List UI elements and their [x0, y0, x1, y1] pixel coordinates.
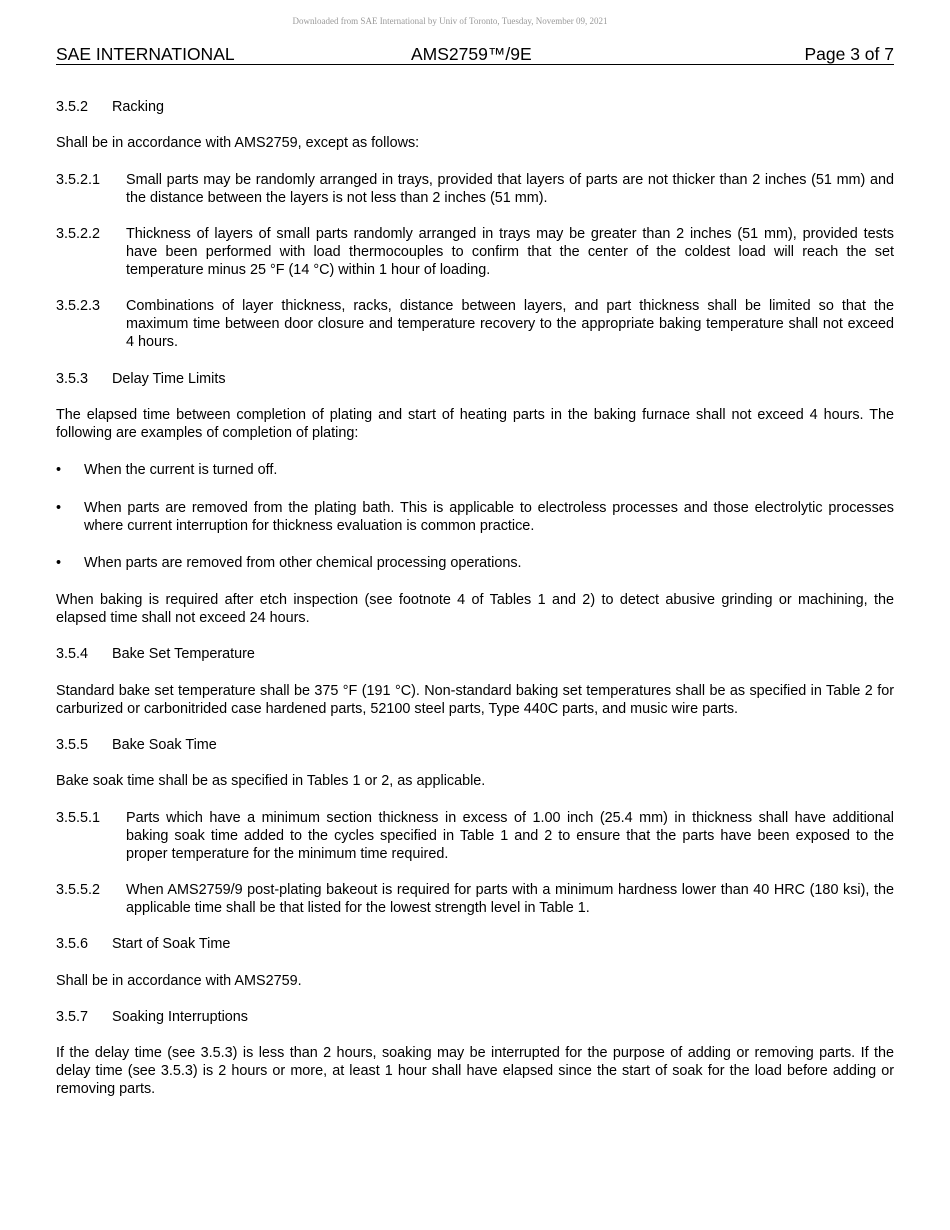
header-org: SAE INTERNATIONAL — [56, 44, 235, 64]
section-title: Delay Time Limits — [112, 371, 226, 387]
bullet-item — [56, 554, 894, 572]
section-number: 3.5.6 — [56, 936, 89, 952]
section-heading-3-5-4 — [56, 645, 894, 663]
section-heading-3-5-7 — [56, 1008, 894, 1026]
bullet-icon: • — [56, 555, 62, 571]
section-title: Soaking Interruptions — [112, 1009, 248, 1025]
section-number: 3.5.3 — [56, 371, 89, 387]
subsection-text: When AMS2759/9 post-plating bakeout is required for parts with a minimum hardness lower than 40 HRC (180 ksi), the applicable time shall be that listed for the lowest strength level in Table 1. — [126, 882, 894, 916]
bullet-item — [56, 461, 894, 479]
subsection-3-5-5-1 — [56, 809, 894, 863]
subsection-3-5-2-1 — [56, 171, 894, 207]
section-heading-3-5-2 — [56, 98, 894, 116]
paragraph: If the delay time (see 3.5.3) is less than 2 hours, soaking may be interrupted for the purpose of adding or removing parts. If the delay time (see 3.5.3) is 2 hours or more, at least 1 hour shall have elapsed since the start of soak for the load before adding or removing parts. — [56, 1045, 894, 1097]
header-page-number: Page 3 of 7 — [804, 44, 894, 64]
subsection-number: 3.5.2.2 — [56, 226, 101, 242]
bullet-text: When parts are removed from the plating bath. This is applicable to electroless processes and those electrolytic processes where current interruption for thickness evaluation is common practice. — [84, 500, 894, 534]
download-watermark: Downloaded from SAE International by Univ of Toronto, Tuesday, November 09, 2021 — [292, 16, 608, 26]
page-header — [56, 44, 894, 65]
paragraph: The elapsed time between completion of plating and start of heating parts in the baking furnace shall not exceed 4 hours. The following are examples of completion of plating: — [56, 407, 894, 441]
section-title: Racking — [112, 99, 164, 115]
bullet-text: When parts are removed from other chemical processing operations. — [84, 555, 522, 571]
section-number: 3.5.7 — [56, 1009, 89, 1025]
section-number: 3.5.2 — [56, 99, 89, 115]
subsection-number: 3.5.5.1 — [56, 810, 101, 826]
section-number: 3.5.4 — [56, 646, 89, 662]
subsection-3-5-5-2 — [56, 881, 894, 917]
section-heading-3-5-6 — [56, 935, 894, 953]
section-title: Bake Soak Time — [112, 737, 217, 753]
section-heading-3-5-3 — [56, 370, 894, 388]
bullet-icon: • — [56, 462, 62, 478]
paragraph: Bake soak time shall be as specified in Tables 1 or 2, as applicable. — [56, 773, 486, 789]
subsection-3-5-2-2 — [56, 225, 894, 279]
subsection-3-5-2-3 — [56, 297, 894, 351]
bullet-item — [56, 499, 894, 535]
bullet-icon: • — [56, 500, 62, 516]
subsection-number: 3.5.5.2 — [56, 882, 101, 898]
section-number: 3.5.5 — [56, 737, 89, 753]
subsection-number: 3.5.2.1 — [56, 172, 101, 188]
header-doc-number: AMS2759™/9E — [411, 44, 532, 64]
subsection-number: 3.5.2.3 — [56, 298, 101, 314]
subsection-text: Small parts may be randomly arranged in trays, provided that layers of parts are not thicker than 2 inches (51 mm) and the distance between the layers is not less than 2 inches (51 mm). — [126, 172, 894, 206]
paragraph: When baking is required after etch inspection (see footnote 4 of Tables 1 and 2) to detect abusive grinding or machining, the elapsed time shall not exceed 24 hours. — [56, 592, 894, 626]
section-title: Bake Set Temperature — [112, 646, 255, 662]
bullet-text: When the current is turned off. — [84, 462, 278, 478]
subsection-text: Thickness of layers of small parts randomly arranged in trays may be greater than 2 inches (51 mm), provided tests have been performed with load thermocouples to confirm that the center of the coldest load will reach the set temperature minus 25 °F (14 °C) within 1 hour of loading. — [126, 226, 894, 278]
paragraph: Shall be in accordance with AMS2759, except as follows: — [56, 135, 420, 151]
section-heading-3-5-5 — [56, 736, 894, 754]
paragraph: Shall be in accordance with AMS2759. — [56, 973, 302, 989]
subsection-text: Combinations of layer thickness, racks, distance between layers, and part thickness shall be limited so that the maximum time between door closure and temperature recovery to the appropriate baking temperature shall not exceed 4 hours. — [126, 298, 894, 350]
paragraph: Standard bake set temperature shall be 375 °F (191 °C). Non-standard baking set temperatures shall be as specified in Table 2 for carburized or carbonitrided case hardened parts, 52100 steel parts, Type 440C parts, and music wire parts. — [56, 683, 894, 717]
subsection-text: Parts which have a minimum section thickness in excess of 1.00 inch (25.4 mm) in thickness shall have additional baking soak time added to the cycles specified in Table 1 and 2 to ensure that the parts have been exposed to the proper temperature for the minimum time required. — [126, 810, 894, 862]
section-title: Start of Soak Time — [112, 936, 231, 952]
